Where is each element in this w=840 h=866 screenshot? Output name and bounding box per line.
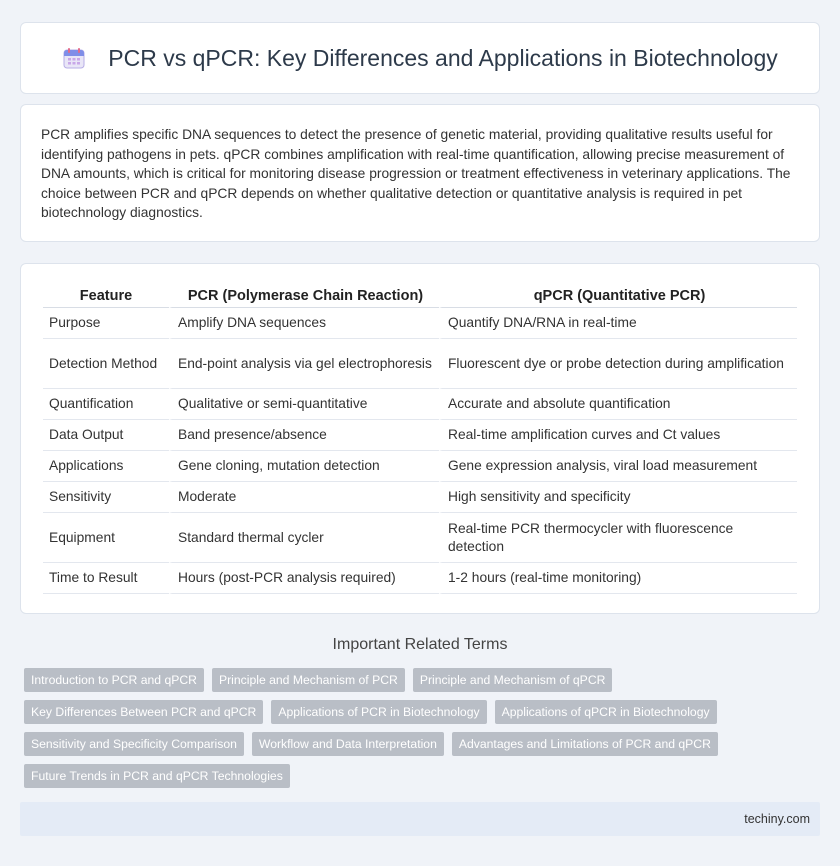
related-term-tag[interactable]: Key Differences Between PCR and qPCR bbox=[24, 700, 263, 724]
table-cell-qpcr: Accurate and absolute quantification bbox=[439, 389, 797, 420]
table-header-qpcr: qPCR (Quantitative PCR) bbox=[439, 282, 797, 308]
table-cell-feature: Equipment bbox=[43, 513, 169, 563]
table-cell-feature: Quantification bbox=[43, 389, 169, 420]
page-title: PCR vs qPCR: Key Differences and Applications in Biotechnology bbox=[108, 44, 778, 71]
table-cell-pcr: End-point analysis via gel electrophoresis bbox=[169, 339, 439, 389]
table-cell-feature: Data Output bbox=[43, 420, 169, 451]
related-term-tag[interactable]: Workflow and Data Interpretation bbox=[252, 732, 444, 756]
table-row bbox=[43, 339, 797, 389]
related-term-tag[interactable]: Applications of PCR in Biotechnology bbox=[271, 700, 486, 724]
table-cell-qpcr: 1-2 hours (real-time monitoring) bbox=[439, 563, 797, 594]
table-cell-qpcr: Real-time PCR thermocycler with fluorescence detection bbox=[439, 513, 797, 563]
table-header-pcr: PCR (Polymerase Chain Reaction) bbox=[169, 282, 439, 308]
related-terms-title: Important Related Terms bbox=[332, 636, 508, 653]
table-row bbox=[43, 389, 797, 420]
table-cell-feature: Purpose bbox=[43, 308, 169, 339]
table-cell-pcr: Band presence/absence bbox=[169, 420, 439, 451]
related-term-tag[interactable]: Advantages and Limitations of PCR and qPCR bbox=[452, 732, 718, 756]
footer-brand-link[interactable]: techiny.com bbox=[744, 812, 810, 826]
table-cell-qpcr: High sensitivity and specificity bbox=[439, 482, 797, 513]
table-row bbox=[43, 513, 797, 563]
table-header-row bbox=[43, 282, 797, 308]
table-cell-pcr: Moderate bbox=[169, 482, 439, 513]
table-cell-pcr: Standard thermal cycler bbox=[169, 513, 439, 563]
table-cell-feature: Applications bbox=[43, 451, 169, 482]
table-cell-feature: Sensitivity bbox=[43, 482, 169, 513]
related-term-tag[interactable]: Applications of qPCR in Biotechnology bbox=[495, 700, 717, 724]
footer-bar bbox=[20, 802, 820, 836]
table-row bbox=[43, 420, 797, 451]
table-cell-pcr: Amplify DNA sequences bbox=[169, 308, 439, 339]
related-term-tag[interactable]: Future Trends in PCR and qPCR Technologies bbox=[24, 764, 290, 788]
intro-card bbox=[20, 104, 820, 242]
comparison-table-card bbox=[20, 263, 820, 614]
header-card bbox=[20, 22, 820, 94]
table-cell-pcr: Gene cloning, mutation detection bbox=[169, 451, 439, 482]
table-row bbox=[43, 563, 797, 594]
table-cell-pcr: Hours (post-PCR analysis required) bbox=[169, 563, 439, 594]
related-term-tag[interactable]: Principle and Mechanism of qPCR bbox=[413, 668, 613, 692]
table-cell-pcr: Qualitative or semi-quantitative bbox=[169, 389, 439, 420]
related-term-tag[interactable]: Sensitivity and Specificity Comparison bbox=[24, 732, 244, 756]
table-cell-feature: Time to Result bbox=[43, 563, 169, 594]
intro-paragraph: PCR amplifies specific DNA sequences to detect the presence of genetic material, providing qualitative results useful for identifying pathogens in pets. qPCR combines amplification with real-time quantification, allowing precise measurement of DNA amounts, which is critical for monitoring disease progression or treatment effectiveness in veterinary applications. The choice between PCR and qPCR depends on whether qualitative detection or quantitative analysis is required in pet biotechnology diagnostics. bbox=[41, 127, 791, 221]
related-term-tag[interactable]: Introduction to PCR and qPCR bbox=[24, 668, 204, 692]
table-cell-qpcr: Gene expression analysis, viral load measurement bbox=[439, 451, 797, 482]
table-row bbox=[43, 482, 797, 513]
related-terms-list bbox=[24, 668, 824, 796]
related-term-tag[interactable]: Principle and Mechanism of PCR bbox=[212, 668, 405, 692]
table-row bbox=[43, 308, 797, 339]
table-cell-qpcr: Quantify DNA/RNA in real-time bbox=[439, 308, 797, 339]
table-cell-qpcr: Real-time amplification curves and Ct values bbox=[439, 420, 797, 451]
calendar-icon bbox=[62, 46, 86, 70]
table-cell-qpcr: Fluorescent dye or probe detection during amplification bbox=[439, 339, 797, 389]
table-row bbox=[43, 451, 797, 482]
comparison-table bbox=[43, 282, 797, 594]
table-cell-feature: Detection Method bbox=[43, 339, 169, 389]
table-header-feature: Feature bbox=[43, 282, 169, 308]
